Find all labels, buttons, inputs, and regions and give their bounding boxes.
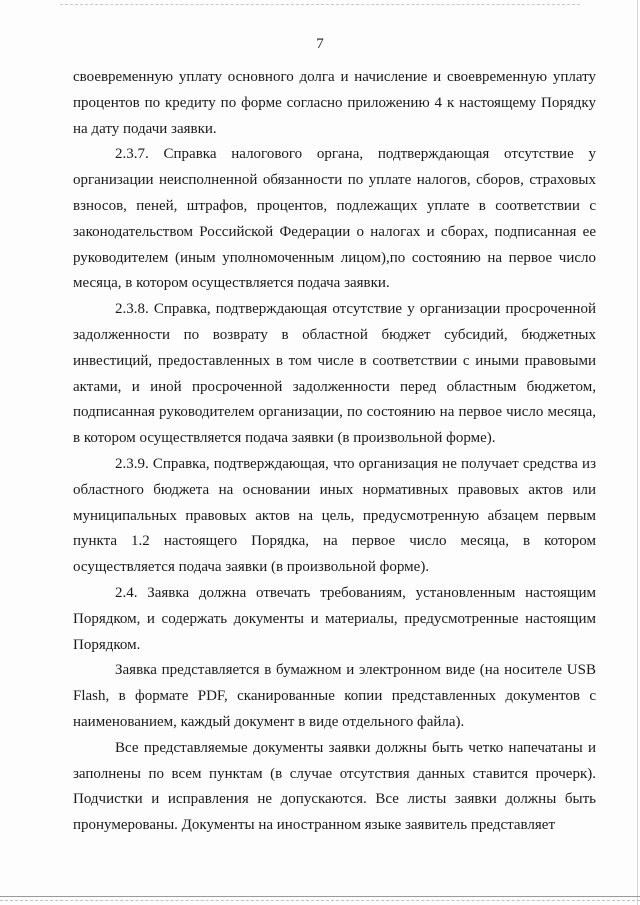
paragraph-2-3-9: 2.3.9. Справка, подтверждающая, что организация не получает средства из областного бюджета на основании иных нормативных правовых актов или муниципальных правовых актов на цель, предусмотренную абзацем первым пункта 1.2 настоящего Порядка, на первое число месяца, в котором осуществляется подача заявки (в произвольной форме).	[73, 455, 596, 576]
paragraph-2-3-7: 2.3.7. Справка налогового органа, подтверждающая отсутствие у организации неисполненной обязанности по уплате налогов, сборов, страховых взносов, пеней, штрафов, процентов, подлежащих уплате в соответствии с законодательством Российской Федерации о налогах и сборах, подписанная ее руководителем (иным уполномоченным лицом),по состоянию на первое число месяца, в котором осуществляется подача заявки.	[73, 146, 596, 292]
scan-bottom-edge	[0, 896, 640, 897]
paragraph-document-requirements: Все представляемые документы заявки должны быть четко напечатаны и заполнены по всем пунктам (в случае отсутствия данных ставится прочерк). Подчистки и исправления не допускаются. Все листы заявки должны быть пронумерованы. Документы на иностранном языке заявитель представляет	[73, 739, 596, 834]
paragraph-2-4: 2.4. Заявка должна отвечать требованиям, установленным настоящим Порядком, и содержать документы и материалы, предусмотренные настоящим Порядком.	[73, 584, 596, 653]
page-number: 7	[316, 36, 324, 52]
scan-bottom-edge-secondary	[0, 900, 640, 901]
paragraph-continuation: своевременную уплату основного долга и начисление и своевременную уплату процентов по кредиту по форме согласно приложению 4 к настоящему Порядку на дату подачи заявки.	[73, 69, 596, 137]
paragraph-2-3-8: 2.3.8. Справка, подтверждающая отсутствие у организации просроченной задолженности по возврату в областной бюджет субсидий, бюджетных инвестиций, предоставленных в том числе в соответствии с иными правовыми актами, и иной просроченной задолженности перед областным бюджетом, подписанная руководителем организации, по состоянию на первое число месяца, в котором осуществляется подача заявки (в произвольной форме).	[73, 301, 596, 447]
paragraph-submission-format: Заявка представляется в бумажном и электронном виде (на носителе USB Flash, в формате PDF, сканированные копии представленных документов с наименованием, каждый документ в виде отдельного файла).	[73, 662, 596, 730]
document-body	[73, 65, 596, 839]
scan-right-edge	[637, 0, 638, 905]
scan-top-edge	[60, 4, 580, 5]
